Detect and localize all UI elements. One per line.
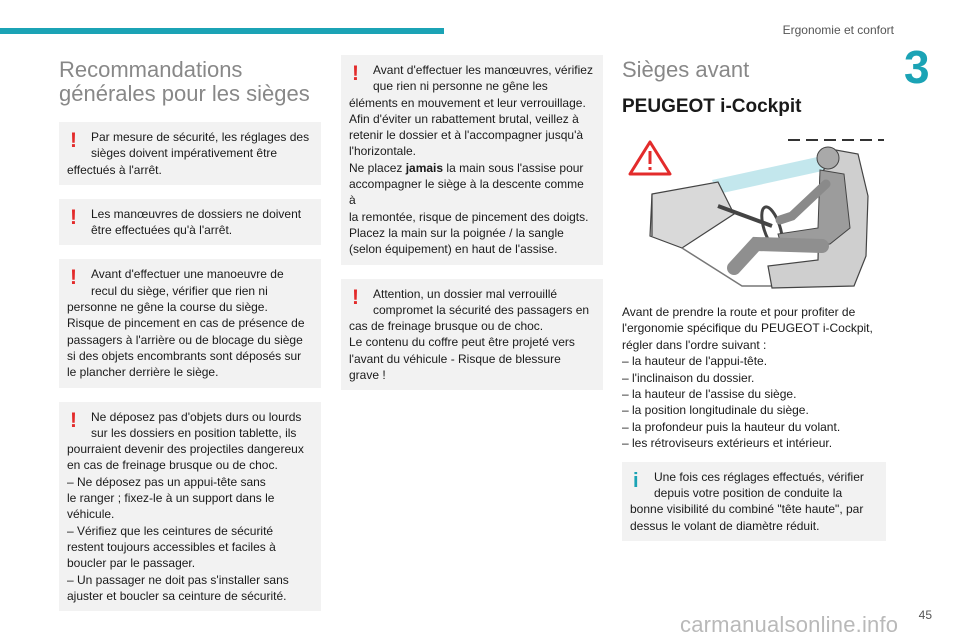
watermark: carmanualsonline.info [680, 612, 899, 637]
text-line: le ranger ; fixez-le à un support dans le [67, 491, 275, 506]
text-line: Ne déposez pas d'objets durs ou lourds [91, 409, 302, 424]
warning-box [341, 55, 603, 265]
text-line: Attention, un dossier mal verrouillé [373, 286, 558, 301]
warning-box [59, 199, 321, 246]
warning-box [59, 122, 321, 185]
warning-box [341, 279, 603, 391]
text-line: Le contenu du coffre peut être projeté vers [349, 335, 575, 350]
text-line: sièges doivent impérativement être [91, 146, 278, 161]
text-line: personne ne gêne la course du siège. [67, 300, 268, 315]
text-line: la remontée, risque de pincement des doigts. [349, 209, 589, 224]
text-line: Par mesure de sécurité, les réglages des [91, 130, 310, 144]
exclamation-icon: ! [352, 285, 359, 309]
text-line: que rien ni personne ne gêne les [373, 79, 548, 94]
text-line: l'ergonomie spécifique du PEUGEOT i-Cockpit, [622, 321, 873, 336]
exclamation-icon: ! [352, 62, 359, 85]
text-line [349, 160, 593, 176]
text-fragment: Ne placez [349, 160, 406, 175]
column-2 [341, 52, 603, 398]
text-line: compromet la sécurité des passagers en [373, 302, 590, 317]
text-line: – Ne déposez pas un appui-tête sans [67, 474, 266, 489]
warning-triangle-icon [630, 142, 670, 174]
column-1 [59, 52, 321, 619]
text-line: recul du siège, vérifier que rien ni [91, 283, 268, 298]
text-line: cas de freinage brusque ou de choc. [349, 319, 544, 334]
text-line: Placez la main sur la poignée / la sangle [349, 225, 564, 240]
text-line: Avant de prendre la route et pour profiter de [622, 305, 856, 319]
text-fragment: la main sous l'assise pour [443, 160, 584, 175]
exclamation-icon: ! [70, 408, 77, 432]
text-line: ajuster et boucler sa ceinture de sécurité. [67, 588, 287, 603]
text-line: régler dans l'ordre suivant : [622, 337, 767, 352]
list-item: – la position longitudinale du siège. [622, 403, 809, 418]
text-line: l'avant du véhicule - Risque de blessure [349, 351, 561, 366]
text-line: grave ! [349, 368, 386, 383]
emphasis-jamais: jamais [405, 160, 444, 175]
text-line: Risque de pincement en cas de présence de [67, 316, 305, 331]
exclamation-icon: ! [70, 205, 77, 229]
driving-position-illustration [622, 136, 886, 296]
cockpit-seat-illustration [622, 136, 886, 296]
text-line: retenir le dossier et à l'accompagner jusqu'à [349, 128, 584, 143]
text-line: pourraient devenir des projectiles dangereux [67, 442, 304, 457]
sub-title-i-cockpit: PEUGEOT i-Cockpit [622, 96, 802, 117]
text-line: être effectuées qu'à l'arrêt. [91, 223, 233, 238]
text-line: l'horizontale. [349, 144, 416, 159]
section-title-line-1: Recommandations [59, 57, 243, 82]
text-line: en cas de freinage brusque ou de choc. [67, 458, 278, 473]
section-title-line-2: générales pour les sièges [59, 81, 310, 106]
text-line: accompagner le siège à la descente comme à [349, 177, 584, 208]
text-line: sur les dossiers en position tablette, ils [91, 425, 297, 440]
list-item: – la hauteur de l'assise du siège. [622, 387, 797, 402]
text-line: éléments en mouvement et leur verrouillage. [349, 95, 586, 110]
section-title-recommandations [59, 58, 321, 106]
text-line: le plancher derrière le siège. [67, 365, 219, 380]
list-item: – la profondeur puis la hauteur du volant. [622, 419, 841, 434]
list-item: – la hauteur de l'appui-tête. [622, 354, 768, 369]
text-line: passagers à l'arrière ou de blocage du siège [67, 332, 303, 347]
page-number: 45 [918, 608, 932, 622]
adjustment-instructions [622, 304, 886, 452]
list-item: – les rétroviseurs extérieurs et intérieur. [622, 436, 833, 451]
text-line: effectués à l'arrêt. [67, 162, 162, 177]
text-line: Afin d'éviter un rabattement brutal, veillez à [349, 111, 579, 126]
header-accent-bar [0, 28, 444, 34]
warning-box [59, 402, 321, 612]
exclamation-icon: ! [70, 266, 77, 290]
section-title-sieges-avant: Sièges avant [622, 57, 750, 82]
text-line: (selon équipement) en haut de l'assise. [349, 242, 558, 257]
text-line: dessus le volant de diamètre réduit. [630, 518, 820, 533]
warning-box [59, 259, 321, 387]
text-line: véhicule. [67, 507, 115, 522]
exclamation-icon: ! [70, 129, 77, 152]
text-line: depuis votre position de conduite la [654, 485, 843, 500]
text-line: Avant d'effectuer les manœuvres, vérifiez [373, 63, 593, 77]
chapter-number: 3 [904, 41, 930, 93]
text-line: boucler par le passager. [67, 556, 196, 571]
text-line: Avant d'effectuer une manoeuvre de [91, 267, 284, 282]
list-item: – l'inclinaison du dossier. [622, 370, 755, 385]
info-box [622, 462, 886, 541]
text-line: Une fois ces réglages effectués, vérifier [654, 469, 864, 484]
info-icon: i [633, 469, 639, 492]
text-line: restent toujours accessibles et faciles à [67, 539, 276, 554]
chapter-title: Ergonomie et confort [782, 23, 894, 37]
text-line: si des objets encombrants sont déposés sur [67, 348, 302, 363]
column-3 [622, 52, 886, 549]
text-line: Les manœuvres de dossiers ne doivent [91, 206, 302, 221]
text-line: – Un passager ne doit pas s'installer sans [67, 572, 289, 587]
text-line: bonne visibilité du combiné "tête haute", par [630, 502, 864, 517]
text-line: – Vérifiez que les ceintures de sécurité [67, 523, 274, 538]
